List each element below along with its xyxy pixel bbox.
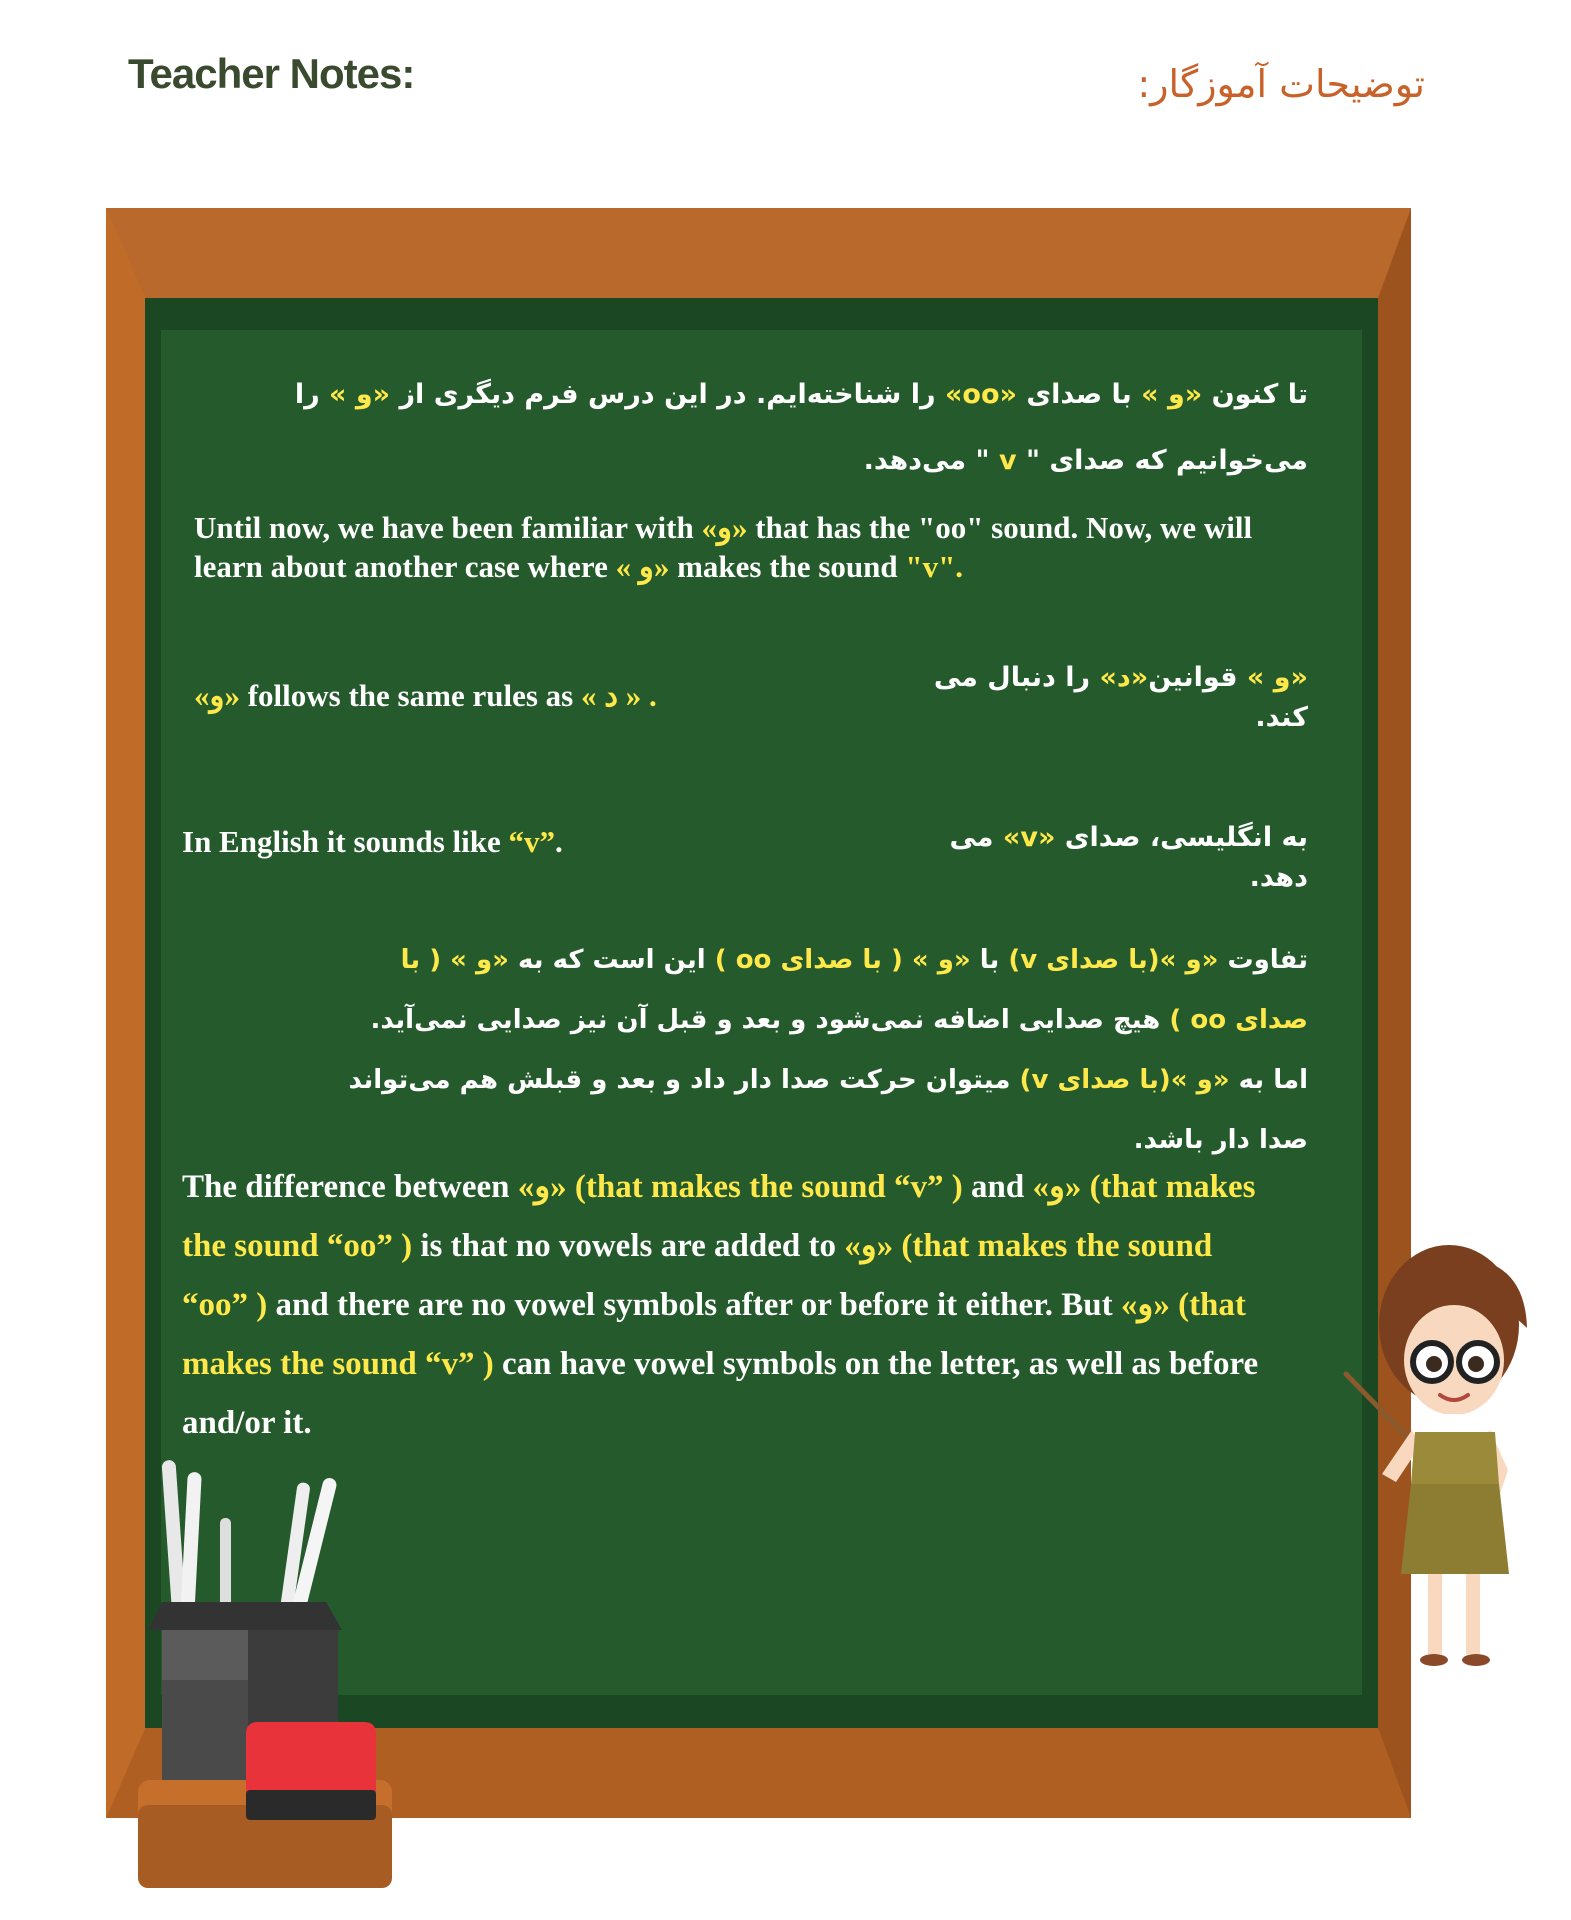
persian-intro: تا کنون «و » با صدای «oo» را شناخته‌ایم. در این درس فرم دیگری از «و » را می‌خوانیم که صدای " v " می‌دهد.	[294, 379, 1308, 476]
persian-difference: تفاوت «و »(با صدای v) با «و » ( با صدای oo ) این است که به «و » ( با صدای oo ) هیچ صدایی اضافه نمی‌شود و بعد و قبل آن نیز صدایی نمی‌آید. اما به «و »(با صدای v) میتوان حرکت صدا دار داد و بعد و قبلش هم می‌تواند صدا دار باشد.	[348, 945, 1308, 1155]
persian-sound: به انگلیسی، صدای «v» می دهد.	[949, 822, 1308, 893]
teacher-notes-title: Teacher Notes:	[128, 50, 415, 97]
english-rule: «و» follows the same rules as « د » .	[194, 678, 657, 713]
english-difference: The difference between «و» (that makes the sound “v” ) and «و» (that makes the sound “oo” ) is that no vowels are added to «و» (that makes the sound “oo” ) and there are no vowel symbols after or before it either. But «و» (that makes the sound “v” ) can have vowel symbols on the letter, as well as before and/or it.	[182, 1169, 1259, 1441]
persian-rule: «و » قوانین«د» را دنبال می کند.	[933, 662, 1308, 733]
teacher-notes-title-persian: توضیحات آموزگار:	[1137, 62, 1425, 106]
english-intro: Until now, we have been familiar with «و» that has the "oo" sound. Now, we will learn about another case where « و» makes the sound "v".	[194, 510, 1253, 584]
english-sound: In English it sounds like “v”.	[182, 824, 563, 859]
